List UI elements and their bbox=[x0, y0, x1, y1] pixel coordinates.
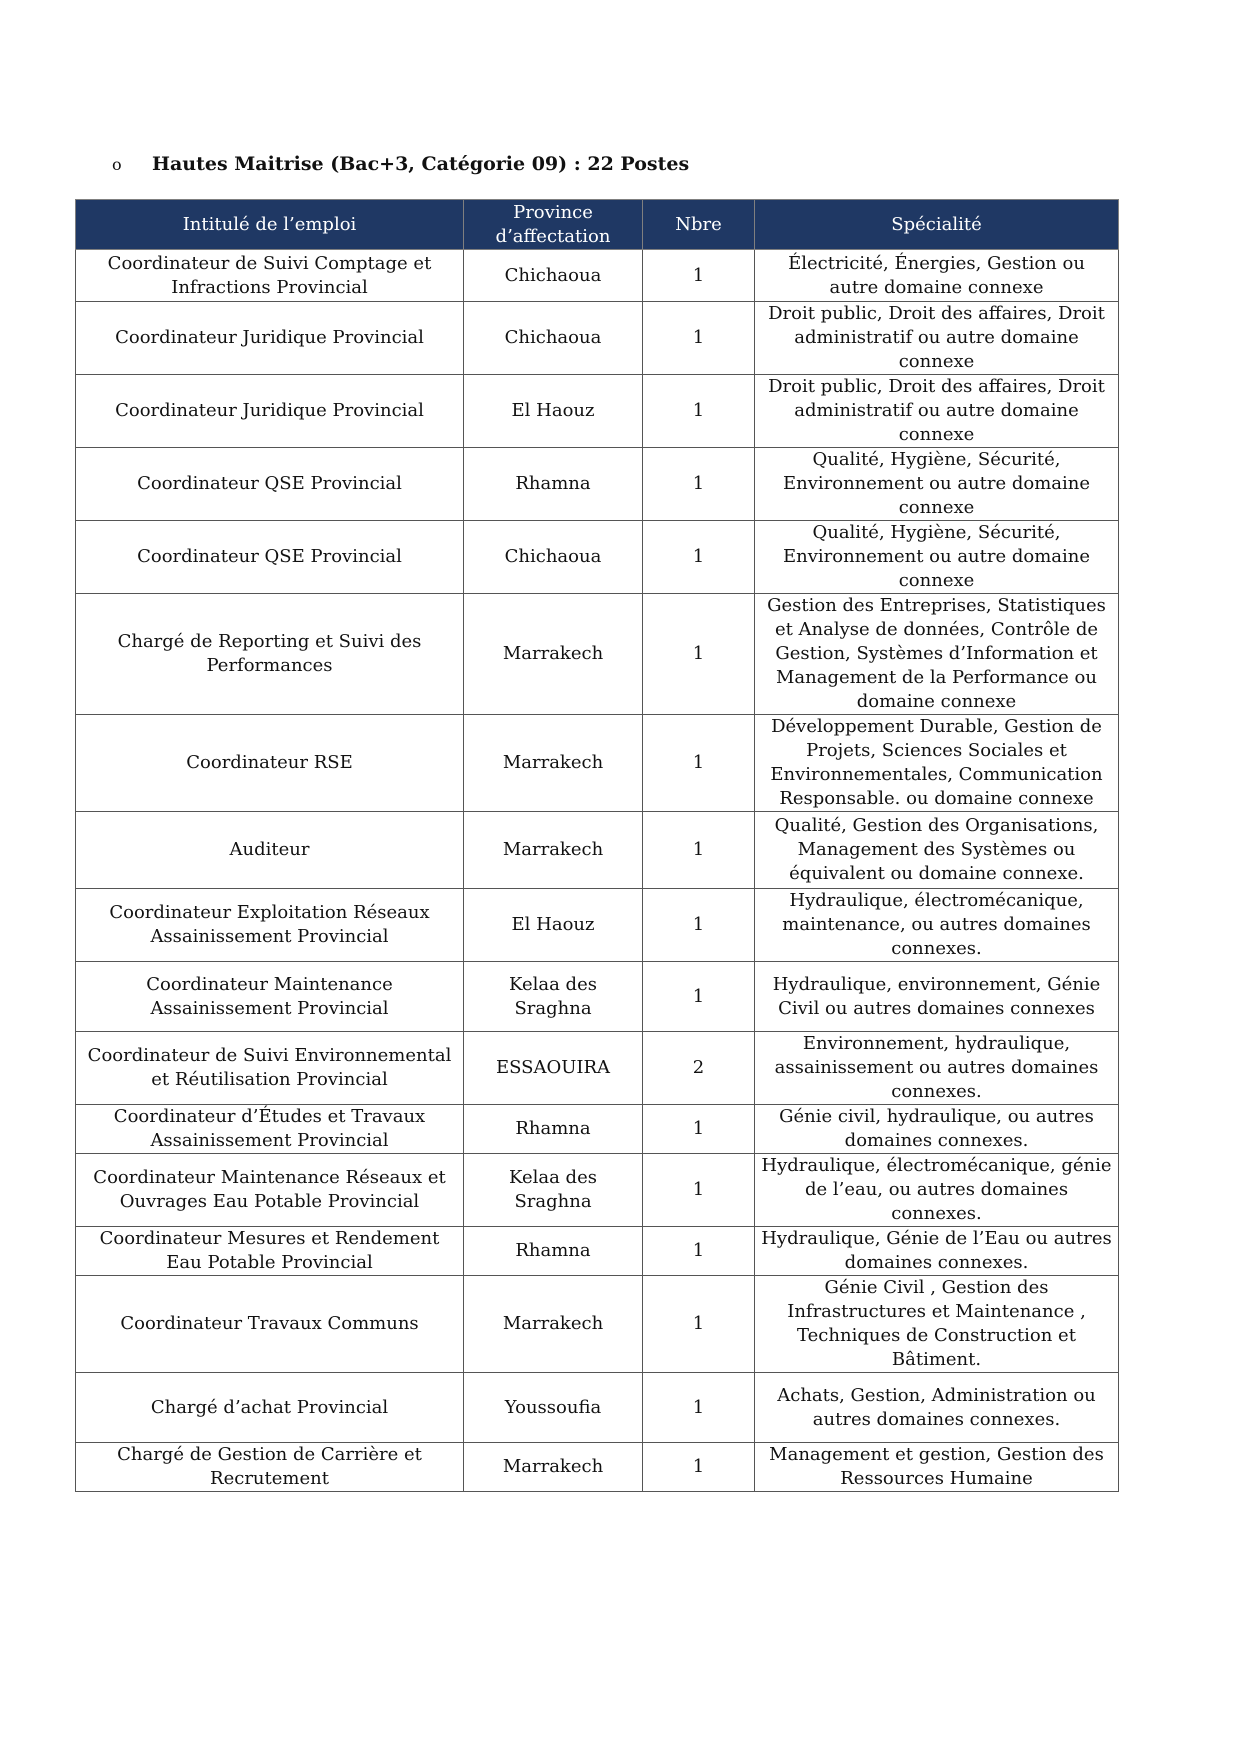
table-row bbox=[76, 250, 1119, 302]
cell-specialty: Hydraulique, Génie de l’Eau ou autres domaines connexes. bbox=[755, 1227, 1119, 1276]
bullet-icon: o bbox=[112, 154, 122, 174]
cell-count: 1 bbox=[643, 1276, 755, 1373]
cell-specialty: Gestion des Entreprises, Statistiques et Analyse de données, Contrôle de Gestion, Systèmes d’Information et Management de la Performance ou domaine connexe bbox=[755, 594, 1119, 715]
cell-job-title: Coordinateur Mesures et Rendement Eau Potable Provincial bbox=[76, 1227, 464, 1276]
table-row bbox=[76, 962, 1119, 1032]
cell-job-title: Coordinateur de Suivi Comptage et Infractions Provincial bbox=[76, 250, 464, 302]
table-row bbox=[76, 302, 1119, 375]
cell-specialty: Droit public, Droit des affaires, Droit administratif ou autre domaine connexe bbox=[755, 375, 1119, 448]
cell-count: 1 bbox=[643, 302, 755, 375]
cell-specialty: Développement Durable, Gestion de Projets, Sciences Sociales et Environnementales, Communication Responsable. ou domaine connexe bbox=[755, 715, 1119, 812]
cell-province: Marrakech bbox=[464, 594, 643, 715]
cell-job-title: Coordinateur RSE bbox=[76, 715, 464, 812]
table-row bbox=[76, 889, 1119, 962]
cell-specialty: Qualité, Hygiène, Sécurité, Environnement ou autre domaine connexe bbox=[755, 448, 1119, 521]
cell-province: ESSAOUIRA bbox=[464, 1032, 643, 1105]
cell-count: 1 bbox=[643, 1154, 755, 1227]
cell-province: Youssoufia bbox=[464, 1373, 643, 1443]
table-row bbox=[76, 1154, 1119, 1227]
jobs-table bbox=[75, 199, 1119, 1492]
cell-job-title: Coordinateur QSE Provincial bbox=[76, 521, 464, 594]
cell-province: Marrakech bbox=[464, 715, 643, 812]
cell-province: El Haouz bbox=[464, 889, 643, 962]
header-job-title: Intitulé de l’emploi bbox=[76, 200, 464, 250]
cell-count: 1 bbox=[643, 1105, 755, 1154]
cell-specialty: Environnement, hydraulique, assainissement ou autres domaines connexes. bbox=[755, 1032, 1119, 1105]
cell-specialty: Qualité, Hygiène, Sécurité, Environnement ou autre domaine connexe bbox=[755, 521, 1119, 594]
cell-job-title: Coordinateur d’Études et Travaux Assainissement Provincial bbox=[76, 1105, 464, 1154]
table-row bbox=[76, 375, 1119, 448]
cell-specialty: Hydraulique, environnement, Génie Civil ou autres domaines connexes bbox=[755, 962, 1119, 1032]
cell-job-title: Chargé de Gestion de Carrière et Recrutement bbox=[76, 1443, 464, 1492]
cell-count: 1 bbox=[643, 715, 755, 812]
cell-job-title: Coordinateur Travaux Communs bbox=[76, 1276, 464, 1373]
header-count: Nbre bbox=[643, 200, 755, 250]
cell-job-title: Chargé d’achat Provincial bbox=[76, 1373, 464, 1443]
cell-count: 1 bbox=[643, 448, 755, 521]
cell-job-title: Auditeur bbox=[76, 812, 464, 889]
table-row bbox=[76, 594, 1119, 715]
cell-count: 1 bbox=[643, 1227, 755, 1276]
table-row bbox=[76, 1373, 1119, 1443]
cell-province: Chichaoua bbox=[464, 521, 643, 594]
cell-job-title: Coordinateur Maintenance Réseaux et Ouvrages Eau Potable Provincial bbox=[76, 1154, 464, 1227]
cell-job-title: Coordinateur Exploitation Réseaux Assainissement Provincial bbox=[76, 889, 464, 962]
cell-job-title: Coordinateur de Suivi Environnemental et Réutilisation Provincial bbox=[76, 1032, 464, 1105]
cell-count: 1 bbox=[643, 521, 755, 594]
cell-count: 1 bbox=[643, 812, 755, 889]
header-specialty: Spécialité bbox=[755, 200, 1119, 250]
cell-count: 1 bbox=[643, 1373, 755, 1443]
cell-job-title: Coordinateur Maintenance Assainissement Provincial bbox=[76, 962, 464, 1032]
cell-job-title: Coordinateur Juridique Provincial bbox=[76, 302, 464, 375]
table-row bbox=[76, 1227, 1119, 1276]
cell-province: Rhamna bbox=[464, 1105, 643, 1154]
cell-job-title: Chargé de Reporting et Suivi des Performances bbox=[76, 594, 464, 715]
cell-specialty: Management et gestion, Gestion des Ressources Humaine bbox=[755, 1443, 1119, 1492]
cell-specialty: Hydraulique, électromécanique, maintenance, ou autres domaines connexes. bbox=[755, 889, 1119, 962]
table-row bbox=[76, 1032, 1119, 1105]
table-row bbox=[76, 1276, 1119, 1373]
cell-specialty: Qualité, Gestion des Organisations, Management des Systèmes ou équivalent ou domaine connexe. bbox=[755, 812, 1119, 889]
cell-specialty: Génie civil, hydraulique, ou autres domaines connexes. bbox=[755, 1105, 1119, 1154]
cell-job-title: Coordinateur Juridique Provincial bbox=[76, 375, 464, 448]
cell-province: Marrakech bbox=[464, 812, 643, 889]
cell-province: Chichaoua bbox=[464, 302, 643, 375]
cell-specialty: Achats, Gestion, Administration ou autres domaines connexes. bbox=[755, 1373, 1119, 1443]
cell-count: 1 bbox=[643, 594, 755, 715]
cell-province: Rhamna bbox=[464, 448, 643, 521]
table-row bbox=[76, 448, 1119, 521]
cell-province: Kelaa des Sraghna bbox=[464, 962, 643, 1032]
cell-count: 1 bbox=[643, 962, 755, 1032]
table-row bbox=[76, 521, 1119, 594]
cell-specialty: Génie Civil , Gestion des Infrastructures et Maintenance , Techniques de Construction et Bâtiment. bbox=[755, 1276, 1119, 1373]
cell-province: Chichaoua bbox=[464, 250, 643, 302]
table-row bbox=[76, 1443, 1119, 1492]
header-province: Province d’affectation bbox=[464, 200, 643, 250]
table-row bbox=[76, 715, 1119, 812]
cell-specialty: Droit public, Droit des affaires, Droit administratif ou autre domaine connexe bbox=[755, 302, 1119, 375]
cell-count: 1 bbox=[643, 889, 755, 962]
cell-job-title: Coordinateur QSE Provincial bbox=[76, 448, 464, 521]
cell-province: Rhamna bbox=[464, 1227, 643, 1276]
table-row bbox=[76, 1105, 1119, 1154]
cell-province: Kelaa des Sraghna bbox=[464, 1154, 643, 1227]
cell-specialty: Électricité, Énergies, Gestion ou autre domaine connexe bbox=[755, 250, 1119, 302]
cell-province: El Haouz bbox=[464, 375, 643, 448]
cell-specialty: Hydraulique, électromécanique, génie de l’eau, ou autres domaines connexes. bbox=[755, 1154, 1119, 1227]
cell-count: 1 bbox=[643, 1443, 755, 1492]
section-heading bbox=[112, 153, 689, 175]
cell-province: Marrakech bbox=[464, 1276, 643, 1373]
cell-province: Marrakech bbox=[464, 1443, 643, 1492]
cell-count: 1 bbox=[643, 375, 755, 448]
cell-count: 2 bbox=[643, 1032, 755, 1105]
cell-count: 1 bbox=[643, 250, 755, 302]
table-header-row bbox=[76, 200, 1119, 250]
table-row bbox=[76, 812, 1119, 889]
section-title: Hautes Maitrise (Bac+3, Catégorie 09) : 22 Postes bbox=[152, 153, 690, 175]
